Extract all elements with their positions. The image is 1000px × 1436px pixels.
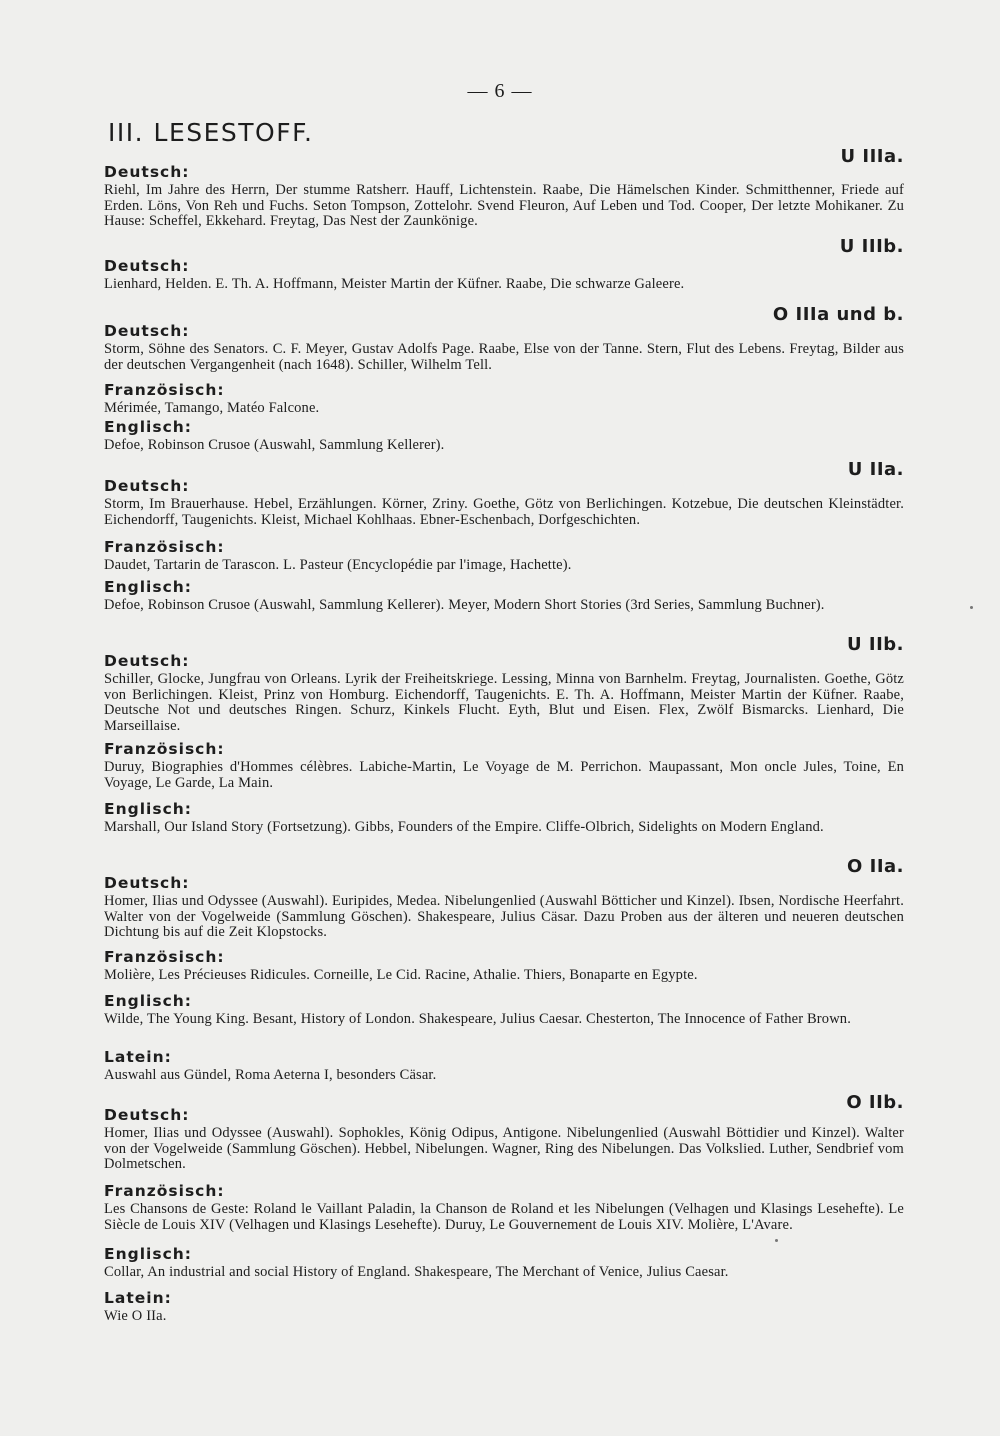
paper-speck <box>970 606 973 609</box>
reading-entry <box>104 418 904 454</box>
language-label: Deutsch: <box>104 652 190 670</box>
reading-entry <box>104 578 904 614</box>
paper-speck <box>775 1239 778 1242</box>
reading-entry <box>104 1245 904 1281</box>
language-label: Englisch: <box>104 418 192 436</box>
language-label: Deutsch: <box>104 477 190 495</box>
class-heading-o-iiia-und-b: O IIIa und b. <box>772 304 904 325</box>
reading-list: Collar, An industrial and social History of England. Shakespeare, The Merchant of Venice, Julius Caesar. <box>104 1264 729 1280</box>
reading-list: Lienhard, Helden. E. Th. A. Hoffmann, Meister Martin der Küfner. Raabe, Die schwarze Galeere. <box>104 276 685 292</box>
reading-entry <box>104 1106 904 1173</box>
reading-list: Duruy, Biographies d'Hommes célèbres. Labiche-Martin, Le Voyage de M. Perrichon. Maupassant, Mon oncle Jules, Toine, En Voyage, Le Garde, La Main. <box>104 759 904 791</box>
reading-entry <box>104 477 904 528</box>
reading-entry <box>104 1182 904 1233</box>
language-label: Deutsch: <box>104 1106 190 1124</box>
reading-entry <box>104 322 904 373</box>
section-title: III. LESESTOFF. <box>108 118 314 147</box>
reading-list: Defoe, Robinson Crusoe (Auswahl, Sammlung Kellerer). Meyer, Modern Short Stories (3rd Series, Sammlung Buchner). <box>104 597 825 613</box>
language-label: Deutsch: <box>104 874 190 892</box>
reading-list: Auswahl aus Gündel, Roma Aeterna I, besonders Cäsar. <box>104 1067 437 1083</box>
class-heading-o-iib: O IIb. <box>846 1092 904 1113</box>
reading-list: Homer, Ilias und Odyssee (Auswahl). Euripides, Medea. Nibelungenlied (Auswahl Bötticher und Kinzel). Ibsen, Nordische Heerfahrt. Walter von der Vogelweide (Sammlung Göschen). Shakespeare, Julius Cäsar. Dazu Proben aus der älteren und neueren deutschen Dichtung bis auf die Zeit Klopstocks. <box>104 893 904 940</box>
reading-entry <box>104 381 904 417</box>
language-label: Deutsch: <box>104 322 190 340</box>
reading-list: Storm, Söhne des Senators. C. F. Meyer, Gustav Adolfs Page. Raabe, Else von der Tanne. Stern, Flut des Lebens. Freytag, Bilder aus der deutschen Vergangenheit (nach 1648). Schiller, Wilhelm Tell. <box>104 341 904 373</box>
reading-list: Storm, Im Brauerhause. Hebel, Erzählungen. Körner, Zriny. Goethe, Götz von Berlichingen. Kotzebue, Die deutschen Kleinstädter. Eichendorff, Taugenichts. Kleist, Michael Kohlhaas. Ebner-Eschenbach, Dorfgeschichten. <box>104 496 904 528</box>
language-label: Englisch: <box>104 800 192 818</box>
language-label: Französisch: <box>104 1182 225 1200</box>
language-label: Französisch: <box>104 538 225 556</box>
class-heading-o-iia: O IIa. <box>847 856 904 877</box>
language-label: Latein: <box>104 1048 172 1066</box>
reading-list: Mérimée, Tamango, Matéo Falcone. <box>104 400 320 416</box>
reading-list: Riehl, Im Jahre des Herrn, Der stumme Ratsherr. Hauff, Lichtenstein. Raabe, Die Hämelschen Kinder. Schmitthenner, Friede auf Erden. Löns, Von Reh und Fuchs. Seton Tompson, Zottelohr. Svend Fleuron, Auf Leben und Tod. Cooper, Der letzte Mohikaner. Zu Hause: Scheffel, Ekkehard. Freytag, Das Nest der Zaunkönige. <box>104 182 904 229</box>
reading-entry <box>104 948 904 984</box>
reading-list: Schiller, Glocke, Jungfrau von Orleans. Lyrik der Freiheitskriege. Lessing, Minna von Barnhelm. Freytag, Journalisten. Goethe, Götz von Berlichingen. Kleist, Prinz von Homburg. Eichendorff, Taugenichts. E. Th. A. Hoffmann, Meister Martin der Küfner. Raabe, Deutsche Not und deutsches Ringen. Schurz, Kinkels Flucht. Eyth, Blut und Eisen. Flex, Zwölf Bismarcks. Lienhard, Die Marseillaise. <box>104 671 904 734</box>
class-heading-u-iib: U IIb. <box>847 634 904 655</box>
language-label: Latein: <box>104 1289 172 1307</box>
language-label: Französisch: <box>104 948 225 966</box>
reading-list: Wie O IIa. <box>104 1308 167 1324</box>
language-label: Deutsch: <box>104 257 190 275</box>
reading-entry <box>104 992 904 1028</box>
class-heading-u-iiib: U IIIb. <box>839 236 904 257</box>
language-label: Englisch: <box>104 992 192 1010</box>
reading-entry <box>104 740 904 791</box>
class-heading-u-iiia: U IIIa. <box>840 146 904 167</box>
language-label: Französisch: <box>104 381 225 399</box>
reading-entry <box>104 538 904 574</box>
reading-entry <box>104 874 904 941</box>
language-label: Englisch: <box>104 578 192 596</box>
reading-entry <box>104 1289 904 1325</box>
reading-entry <box>104 163 904 230</box>
reading-entry <box>104 800 904 836</box>
reading-entry <box>104 257 904 293</box>
page-number: — 6 — <box>467 80 533 102</box>
language-label: Englisch: <box>104 1245 192 1263</box>
language-label: Deutsch: <box>104 163 190 181</box>
reading-list: Defoe, Robinson Crusoe (Auswahl, Sammlung Kellerer). <box>104 437 445 453</box>
reading-list: Marshall, Our Island Story (Fortsetzung). Gibbs, Founders of the Empire. Cliffe-Olbrich, Sidelights on Modern England. <box>104 819 824 835</box>
reading-list: Molière, Les Précieuses Ridicules. Corneille, Le Cid. Racine, Athalie. Thiers, Bonaparte en Egypte. <box>104 967 698 983</box>
reading-entry <box>104 1048 904 1084</box>
reading-list: Les Chansons de Geste: Roland le Vaillant Paladin, la Chanson de Roland et les Nibelungen (Velhagen und Klasings Lesehefte). Le Siècle de Louis XIV (Velhagen und Klasings Lesehefte). Duruy, Le Gouvernement de Louis XIV. Molière, L'Avare. <box>104 1201 904 1233</box>
reading-list: Homer, Ilias und Odyssee (Auswahl). Sophokles, König Odipus, Antigone. Nibelungenlied (Auswahl Böttidier und Kinzel). Walter von der Vogelweide (Sammlung Göschen). Hebbel, Nibelungen. Wagner, Ring des Nibelungen. Das Volkslied. Luther, Sendbrief vom Dolmetschen. <box>104 1125 904 1172</box>
language-label: Französisch: <box>104 740 225 758</box>
reading-entry <box>104 652 904 734</box>
reading-list: Wilde, The Young King. Besant, History of London. Shakespeare, Julius Caesar. Chesterton, The Innocence of Father Brown. <box>104 1011 851 1027</box>
class-heading-u-iia: U IIa. <box>847 459 904 480</box>
reading-list: Daudet, Tartarin de Tarascon. L. Pasteur (Encyclopédie par l'image, Hachette). <box>104 557 572 573</box>
